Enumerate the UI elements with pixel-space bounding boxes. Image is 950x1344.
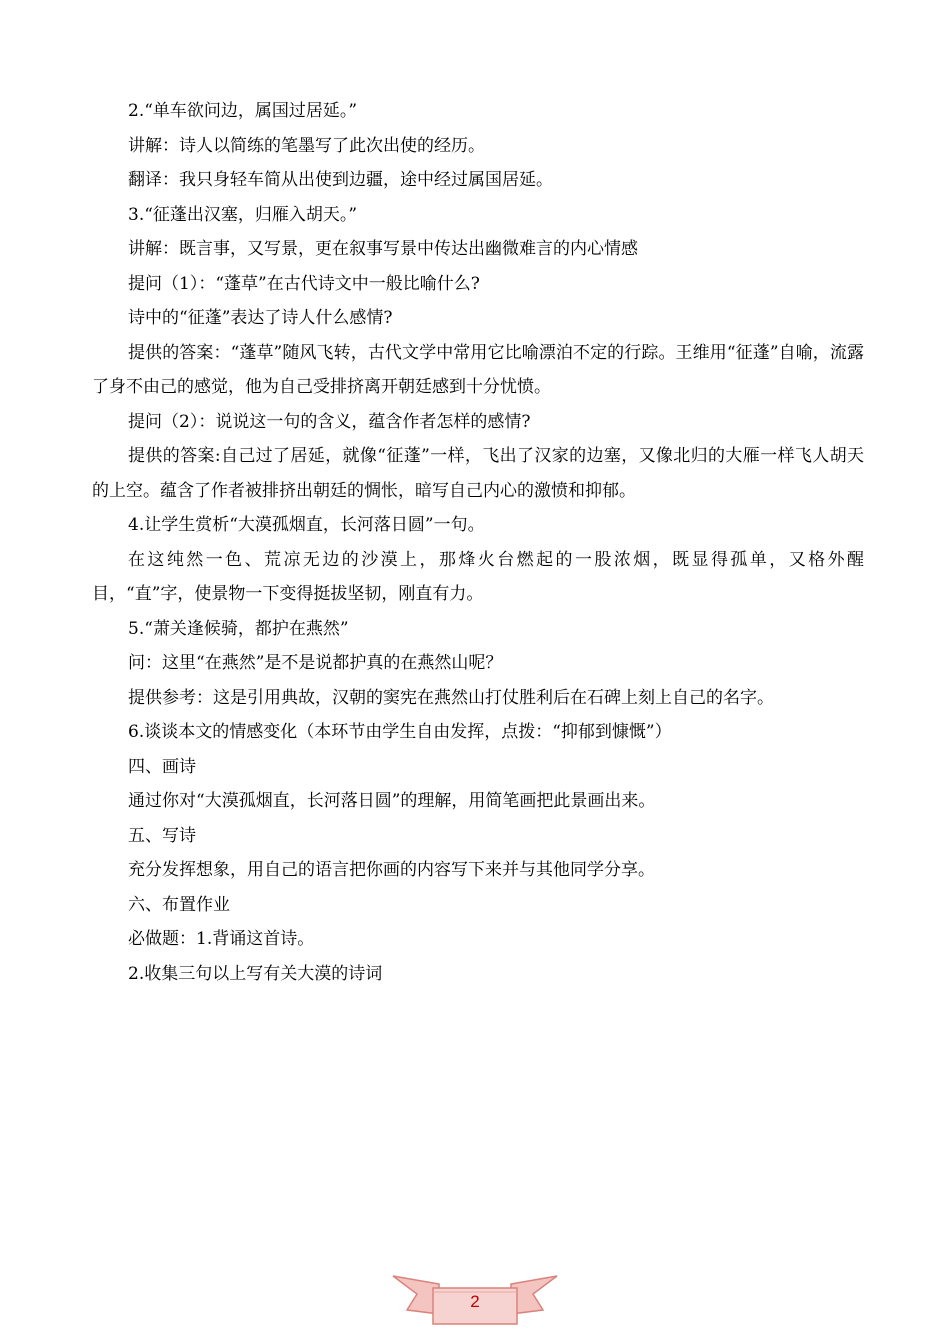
text-line: 必做题：1.背诵这首诗。 [128,929,315,949]
section-heading: 四、画诗 [128,756,196,777]
text-line: 2.收集三句以上写有关大漠的诗词 [128,963,383,984]
text-paragraph: 在这纯然一色、荒凉无边的沙漠上，那烽火台燃起的一股浓烟，既显得孤单，又格外醒目，“直”字，使景物一下变得挺拔坚韧，刚直有力。 [92,549,864,604]
text-paragraph: 提供的答案：“蓬草”随风飞转，古代文学中常用它比喻漂泊不定的行踪。王维用“征蓬”自喻，流露了身不由己的感觉，他为自己受排挤离开朝廷感到十分忧愤。 [92,342,864,397]
text-line: 充分发挥想象，用自己的语言把你画的内容写下来并与其他同学分享。 [128,860,655,880]
text-line: 提供参考：这是引用典故，汉朝的窦宪在燕然山打仗胜利后在石碑上刻上自己的名字。 [128,687,774,708]
text-line: 6.谈谈本文的情感变化（本环节由学生自由发挥，点拨：“抑郁到慷慨”） [128,722,672,742]
document-body [92,94,864,991]
text-line: 提问（1）：“蓬草”在古代诗文中一般比喻什么? [128,273,480,294]
section-heading: 六、布置作业 [128,894,230,915]
text-paragraph: 提供的答案:自己过了居延，就像“征蓬”一样，飞出了汉家的边塞，又像北归的大雁一样飞人胡天的上空。蕴含了作者被排挤出朝廷的惆怅，暗写自己内心的激愤和抑郁。 [92,446,864,501]
text-line: 4.让学生赏析“大漠孤烟直，长河落日圆”一句。 [128,515,485,535]
text-line: 3.“征蓬出汉塞，归雁入胡天。” [128,204,358,225]
text-line: 讲解：既言事，又写景，更在叙事写景中传达出幽微难言的内心情感 [128,239,638,259]
section-heading: 五、写诗 [128,825,196,846]
page-footer [391,1268,559,1330]
text-line: 讲解：诗人以简练的笔墨写了此次出使的经历。 [128,135,485,156]
text-line: 翻译：我只身轻车简从出使到边疆，途中经过属国居延。 [128,170,553,190]
text-line: 通过你对“大漠孤烟直，长河落日圆”的理解，用简笔画把此景画出来。 [128,791,656,811]
text-line: 5.“萧关逢候骑，都护在燕然” [128,618,349,639]
page-number: 2 [470,1292,480,1311]
text-line: 问：这里“在燕然”是不是说都护真的在燕然山呢？ [128,653,503,673]
text-line: 2.“单车欲问边，属国过居延。” [128,101,358,121]
text-line: 诗中的“征蓬”表达了诗人什么感情? [128,308,393,328]
text-line: 提问（2）：说说这一句的含义，蕴含作者怎样的感情? [128,411,531,432]
